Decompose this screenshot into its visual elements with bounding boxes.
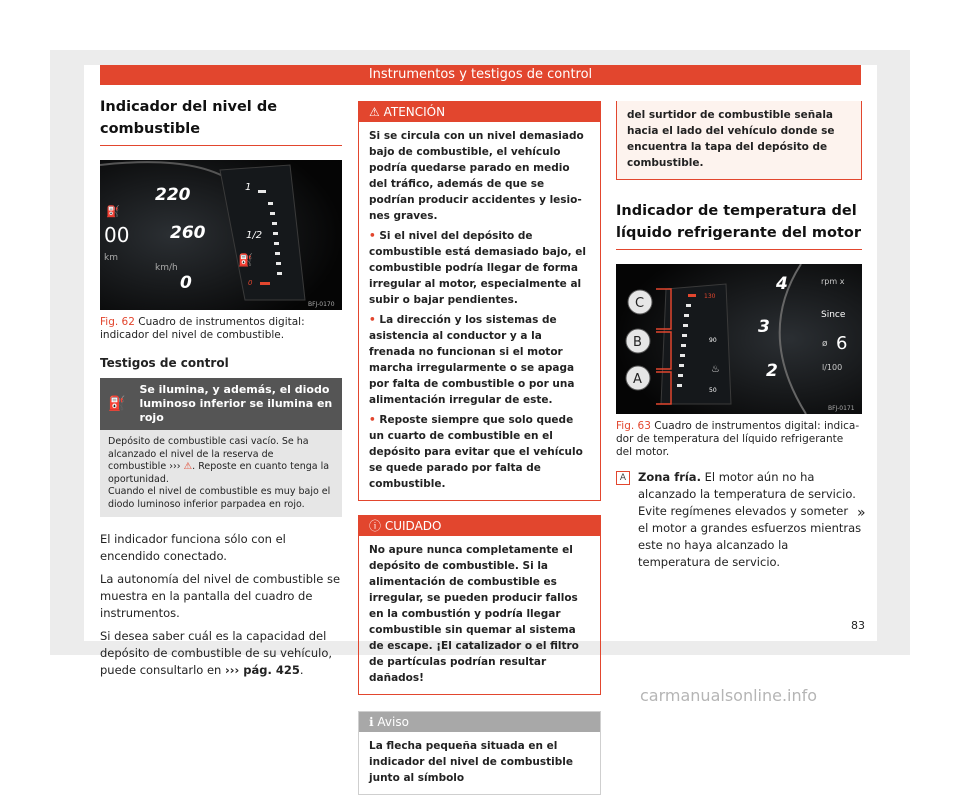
figure-coolant-gauge [616, 264, 862, 414]
speed-260: 260 [170, 223, 206, 243]
label-c: C [635, 296, 645, 311]
column-warnings [358, 101, 601, 795]
bullet-icon: • [369, 314, 380, 326]
continue-chevron: » [857, 505, 866, 521]
fuel-reserve-led [260, 282, 270, 285]
warning-item-text: Reposte siempre que solo quede un cuarto de combustible en el depósito para evitar que el vehículo se quede parado por falta de combustible. [369, 414, 583, 490]
note-title: Aviso [377, 715, 409, 729]
warning-intro: Si se circula con un nivel demasiado bajo de combustible, el vehículo podría quedarse parado en medio del tráfico, además de que se podrían producir accidentes y lesiones graves. [369, 130, 584, 222]
rpm-label: rpm x [821, 277, 845, 286]
paragraph-1: El indicador funciona sólo con el encendido conectado. [100, 532, 286, 563]
fuel-scale-empty: 0 [248, 279, 253, 287]
paragraph-3-end: . [299, 663, 304, 677]
label-b: B [633, 335, 642, 350]
fuel-pump-icon: ⛽ [238, 253, 253, 267]
rpm-4: 4 [776, 274, 788, 294]
paragraph-2: La autonomía del nivel de combustible se muestra en la pantalla del cuadro de instrumentos. [100, 572, 341, 620]
lamp-body-text-1: Depósito de combustible casi vacío. Se ha alcanzado el nivel de la reserva de combustible [108, 436, 309, 472]
warning-header [359, 102, 600, 122]
fuel-lamp-icon: ⛽ [108, 396, 126, 412]
caption-text: Cuadro de instrumentos digital: indicador del nivel de combustible. [100, 316, 305, 341]
figure-code: BFJ-0171 [828, 405, 855, 412]
note-continuation: del surtidor de combustible señala hacia el lado del vehículo donde se encuentra la tapa del depósito de combustible. [616, 101, 862, 180]
temp-130: 130 [704, 293, 716, 300]
coolant-gauge-illustration [616, 264, 862, 414]
temp-50: 50 [709, 387, 717, 394]
lamp-row-body [100, 430, 342, 517]
figure-fuel-gauge [100, 160, 342, 310]
caption-number: Fig. 62 [100, 316, 135, 328]
lamp-body-text-2: . Reposte en cuanto tenga la oportunidad. [108, 461, 330, 485]
caution-box [358, 515, 601, 695]
crossref-link[interactable]: ››› [169, 461, 181, 472]
fuel-scale-half: 1/2 [246, 230, 263, 241]
fuel-scale-full: 1 [245, 182, 252, 193]
paragraph-3 [100, 628, 342, 679]
chapter-header: Instrumentos y testigos de control [100, 65, 861, 85]
warning-triangle-icon: ⚠ [369, 105, 380, 119]
since-label: Since [821, 310, 846, 320]
warning-body [359, 122, 600, 500]
legend-text [638, 469, 862, 571]
label-a: A [633, 372, 642, 387]
rpm-3: 3 [758, 317, 770, 337]
warning-title: ATENCIÓN [383, 105, 446, 119]
warning-item [369, 412, 590, 492]
unit-km: km [104, 253, 118, 263]
warning-item-text: La dirección y los sistemas de asistencia al conductor y a la frenada no funcionan si el motor marcha irregularmente o se apaga por falta de combustible o por una alimentación irregular de este. [369, 314, 575, 406]
caution-header [359, 516, 600, 536]
warning-triangle-icon: ⚠ [183, 461, 193, 472]
speed-220: 220 [155, 185, 191, 205]
caption-number: Fig. 63 [616, 420, 651, 432]
note-body: La flecha pequeña situada en el indicador del nivel de combustible junto al símbolo [369, 740, 574, 784]
warning-item [369, 312, 590, 408]
rpm-2: 2 [766, 361, 778, 381]
subhead-warning-lamps: Testigos de control [100, 356, 229, 370]
bullet-icon: • [369, 230, 380, 242]
note-icon: ℹ [369, 715, 374, 729]
paragraph-3-text: Si desea saber cuál es la capacidad del depósito de combustible de su vehículo, puede consultarlo en [100, 629, 333, 677]
legend-bold: Zona fría. [638, 470, 701, 484]
column-coolant [616, 101, 862, 571]
watermark: carmanualsonline.info [640, 686, 818, 705]
avg-consumption: 6 [836, 333, 848, 354]
avg-symbol: ø [822, 339, 828, 349]
temp-90: 90 [709, 337, 717, 344]
legend-description: El motor aún no ha alcanzado la temperatura de servicio. Evite regímenes elevados y someter el motor a grandes esfuerzos mientras este no haya alcanzado la temperatura de servicio. [638, 470, 862, 569]
figure-caption-62 [100, 316, 342, 342]
page-number: 83 [851, 619, 865, 632]
coolant-icon: ♨ [711, 364, 720, 375]
lamp-table [100, 378, 342, 517]
figure-caption-63 [616, 420, 862, 459]
bullet-icon: • [369, 414, 380, 426]
section-title-fuel: Indicador del nivel de combustible [100, 96, 342, 146]
speed-0: 0 [180, 273, 192, 293]
odometer-value: 00 [104, 223, 130, 247]
caution-title: CUIDADO [384, 519, 442, 533]
warning-box [358, 101, 601, 501]
column-fuel [100, 96, 342, 679]
caution-body: No apure nunca completamente el depósito de combustible. Si la alimentación de combustible es irregular, se pueden producir fallos en la combustión y podría llegar combustible sin quemar al sistema de escape. ¡El catalizador o el filtro de partículas podrían resultar dañados! [369, 544, 579, 684]
legend-letter-a: A [616, 471, 630, 485]
fuel-small-icon: ⛽ [106, 205, 120, 218]
legend-zone-a [616, 469, 862, 571]
note-box [358, 711, 601, 795]
figure-code: BFJ-0170 [308, 301, 335, 308]
unit-kmh: km/h [155, 263, 178, 273]
lamp-header-text: Se ilumina, y además, el diodo luminoso inferior se ilumina en rojo [139, 383, 333, 424]
caption-text: Cuadro de instrumentos digital: indicador de temperatura del líquido refrigerante del motor. [616, 420, 860, 458]
fuel-gauge-illustration [100, 160, 342, 310]
page-reference-link[interactable]: ››› pág. 425 [225, 663, 300, 677]
lamp-row-header [100, 378, 342, 430]
warning-item-text: Si el nivel del depósito de combustible está demasiado bajo, el combustible podría llegar de forma irregular al motor, especialmente al subir o bajar pendientes. [369, 230, 587, 306]
note-header [359, 712, 600, 732]
info-circle-icon: ⓘ [369, 519, 382, 533]
section-title-coolant: Indicador de temperatura del líquido refrigerante del motor [616, 200, 862, 250]
lamp-body-text-3: Cuando el nivel de combustible es muy bajo el diodo luminoso inferior parpadea en rojo. [108, 486, 331, 510]
warning-item [369, 228, 590, 308]
unit-l100: l/100 [822, 363, 843, 372]
